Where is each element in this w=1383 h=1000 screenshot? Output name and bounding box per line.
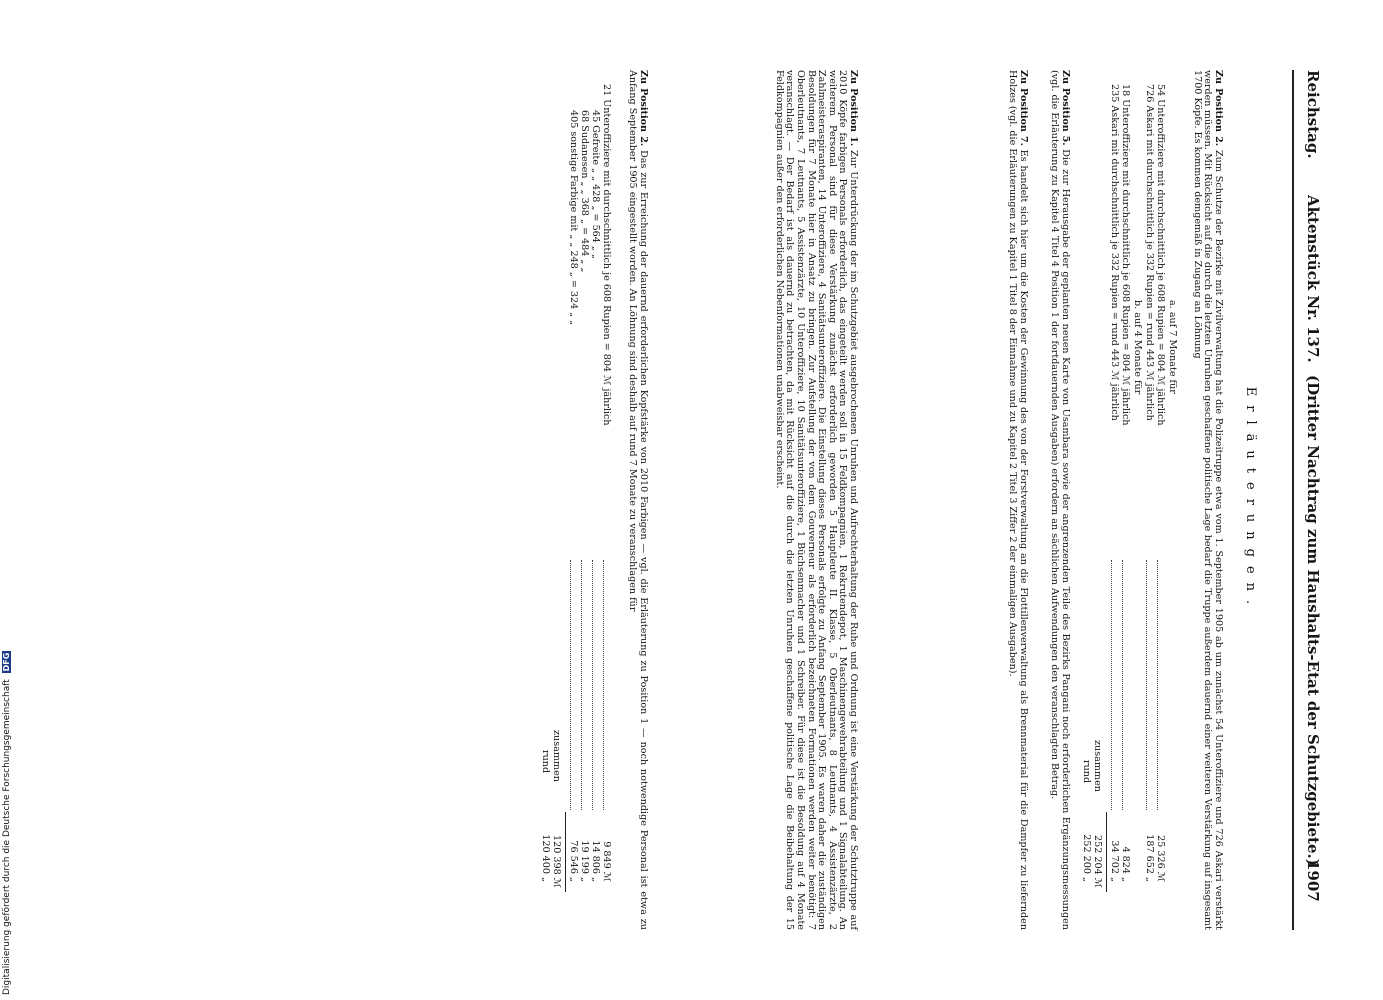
leader-dots <box>1111 560 1119 810</box>
leader-dots <box>1146 560 1154 810</box>
amount: 76 546 „ <box>568 840 579 882</box>
amount: 19 199 „ <box>579 840 590 882</box>
subheading-b: b. auf 4 Monate für <box>1132 300 1143 395</box>
total-amount: 252 204 ℳ <box>1092 835 1103 888</box>
total-label: zusammen <box>551 730 562 782</box>
section-title: Erläuterungen. <box>1243 386 1258 614</box>
page-number: 1907 <box>1304 860 1322 902</box>
amount: 34 702 „ <box>1109 840 1120 882</box>
header-left: Reichstag. <box>1304 70 1322 159</box>
round-label: rund <box>1081 760 1092 784</box>
position-text: Zum Schutze der Bezirke mit Zivilverwaltung hat die Polizeitruppe etwa vom 1. September 1905 ab um zunächst 54 Unteroffiziere und 726 Askari verstärkt werden müssen. Mit Rücksicht auf die durch die letzten Unruhen geschaffene politische Lage bedarf die Truppe außerdem dauernd einer weiteren Verstärkung auf insgesamt 1700 Köpfe. Es kommen demgemäß in Zugang an Löhnung <box>1191 70 1224 930</box>
paragraph-position-2b <box>627 70 648 930</box>
round-amount: 120 400 „ <box>540 834 551 882</box>
leader-dots <box>1122 560 1130 810</box>
amount: 14 806 „ <box>590 840 601 882</box>
header-center: Aktenstück Nr. 137. <box>1304 195 1322 363</box>
sum-line <box>1106 812 1107 892</box>
paragraph-position-7 <box>1007 70 1028 930</box>
leader-dots <box>592 560 600 810</box>
list-item: 726 Askari mit durchschnittlich je 332 Rupien = rund 443 ℳ jährlich <box>1144 84 1155 421</box>
paragraph-position-2a <box>1191 70 1223 930</box>
dfg-logo: DFG <box>2 652 11 672</box>
amount: 25 326 ℳ <box>1155 835 1166 882</box>
list-item: 235 Askari mit durchschnittlich je 332 Rupien = rund 443 ℳ jährlich <box>1109 84 1120 421</box>
list-item: 21 Unteroffiziere mit durchschnittlich je 608 Rupien = 804 ℳ jährlich <box>601 84 612 426</box>
list-item: 405 sonstige Farbige mit „ „ 248 „ = 324 „ „ <box>568 110 579 326</box>
position-text: Zur Unterdrückung der im Schutzgebiet ausgebrochenen Unruhen und Aufrechterhaltung der Ruhe und Ordnung ist eine Verstärkung der Schutztruppe auf 2010 Köpfe farbigen Personals erforderlich, das eingeteilt werden soll in 15 Feldkompagnien, 1 Rekrutendepot, 1 Maschinengewehrabteilung und 1 Signalabteilung. An weiterem Personal sind für diese Verstärkung zunächst erforderlich geworden 5 Hauptleute II. Klasse, 5 Oberleutnants, 8 Leutnants, 4 Assistenzärzte, 2 Zahlmeisteraspiranten, 14 Unteroffiziere, 4 Sanitätsunteroffiziere. Die Einstellung dieses Personals erfolgte zu Anfang September 1905. Es waren daher die zuständigen Besoldungen für 7 Monate hier in Ansatz zu bringen. Zur Aufstellung der von dem Gouverneur als erforderlich bezeichneten Formationen werden weiter benötigt: 7 Oberleutnants, 7 Leutnants, 5 Assistenzärzte, 10 Unteroffiziere, 10 Sanitätsunteroffiziere, 1 Büchsenmacher und 1 Schreiber. Für diese ist die Besoldung auf 4 Monate veranschlagt. — Der Bedarf ist als dauernd zu betrachten, da mit Rücksicht auf die durch die letzten Unruhen geschaffene politische Lage die Beibehaltung der 15 Feldkompagnien außer den erforderlichen Nebenformationen unabweisbar erscheint. <box>773 70 859 930</box>
position-label: Zu Position 2. <box>638 70 649 147</box>
position-label: Zu Position 1. <box>848 70 859 147</box>
list-item: 45 Gefreite „ „ 428 „ = 564 „ „ <box>590 110 601 259</box>
position-label: Zu Position 2. <box>1213 70 1224 147</box>
amount: 9 849 ℳ <box>601 841 612 882</box>
position-label: Zu Position 7. <box>1018 70 1029 146</box>
amount: 187 652 „ <box>1144 834 1155 882</box>
paragraph-position-1 <box>773 70 858 930</box>
list-item: 54 Unteroffiziere mit durchschnittlich je 608 Rupien = 804 ℳ jährlich <box>1155 84 1166 426</box>
leader-dots <box>581 560 589 810</box>
position-text: Das zur Erreichung der dauernd erforderlichen Kopfstärke von 2010 Farbigen — vgl. die Erläuterung zu Position 1 — noch notwendige Personal ist etwa zu Anfang September 1905 eingestellt worden. An Löhnung sind deshalb auf rund 7 Monate zu veranschlagen für <box>627 70 649 930</box>
leader-dots <box>603 560 611 810</box>
page-header <box>1292 70 1322 910</box>
subheading-a: a. auf 7 Monate für <box>1167 300 1178 394</box>
list-item: 18 Unteroffiziere mit durchschnittlich je 608 Rupien = 804 ℳ jährlich <box>1120 84 1131 426</box>
position-label: Zu Position 5. <box>1060 70 1071 146</box>
total-amount: 120 398 ℳ <box>551 835 562 888</box>
leader-dots <box>570 560 578 810</box>
paragraph-position-5 <box>1049 70 1070 930</box>
round-amount: 252 200 „ <box>1081 834 1092 882</box>
leader-dots <box>1157 560 1165 810</box>
list-item: 68 Sudanesen „ „ 368 „ = 484 „ „ <box>579 110 590 273</box>
position-text: Die zur Herausgabe der geplanten neuen Karte von Usambara sowie der angrenzenden Teile des Bezirks Pangani noch erforderlichen Ergänzungsmessungen (vgl. die Erläuterung zu Kapitel 4 Titel 4 Position 1 der fortdauernden Ausgaben) erfordern an sächlichen Aufwendungen den veranschlagten Betrag. <box>1049 70 1071 930</box>
round-label: rund <box>540 750 551 774</box>
total-label: zusammen <box>1092 740 1103 792</box>
sum-line <box>565 812 566 892</box>
header-rule <box>1292 70 1294 930</box>
header-right: (Dritter Nachtrag zum Haushalts-Etat der Schutzgebiete.) <box>1304 375 1322 866</box>
document-page <box>28 70 1328 930</box>
position-text: Es handelt sich hier um die Kosten der Gewinnung des von der Forstverwaltung an die Flottillenverwaltung als Brennmaterial für die Dampfer zu liefernden Holzes (vgl. die Erläuterungen zu Kapitel 1 Titel 8 der Einnahme und zu Kapitel 2 Titel 3 Ziffer 2 der einmaligen Ausgaben). <box>1007 70 1029 930</box>
amount: 4 824 „ <box>1120 846 1131 882</box>
digitization-footer <box>2 605 16 995</box>
footer-text: Digitalisierung gefördert durch die Deutsche Forschungsgemeinschaft <box>2 679 12 995</box>
